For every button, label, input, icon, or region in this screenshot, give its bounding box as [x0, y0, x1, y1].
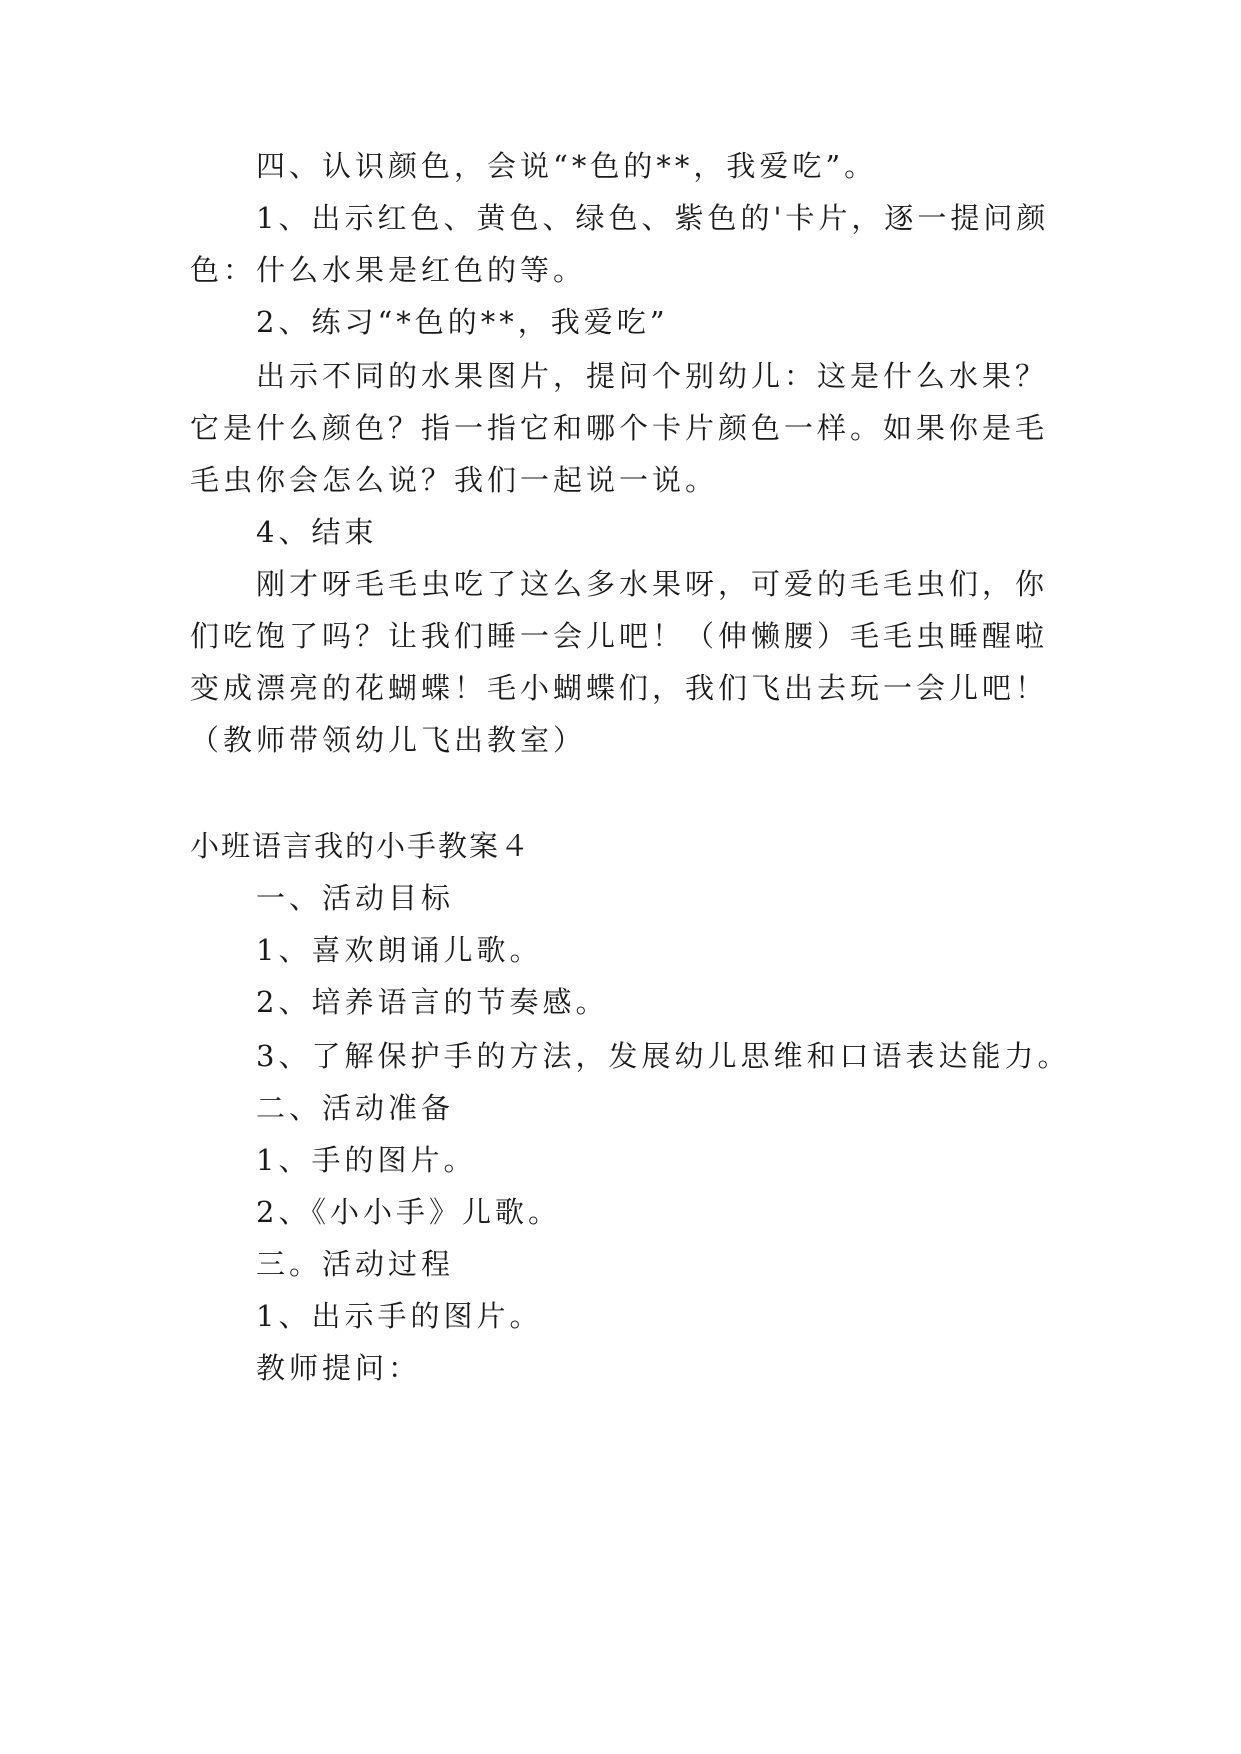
goal-item: 2、培养语言的节奏感。: [256, 985, 609, 1019]
teacher-question-label: 教师提问：: [256, 1351, 422, 1385]
section-title: 小班语言我的小手教案４: [190, 829, 532, 863]
item4-heading: 四、认识颜色，会说“*色的**，我爱吃”。: [256, 149, 878, 183]
ending-line: 刚才呀毛毛虫吃了这么多水果呀，可爱的毛毛虫们，你: [256, 567, 1049, 601]
goal-item: 3、了解保护手的方法，发展幼儿思维和口语表达能力。: [256, 1039, 1071, 1073]
step2-line: 它是什么颜色？指一指它和哪个卡片颜色一样。如果你是毛: [190, 411, 1049, 445]
ending-line: 们吃饱了吗？让我们睡一会儿吧！（伸懒腰）毛毛虫睡醒啦: [190, 619, 1049, 653]
step1-line: 1、出示红色、黄色、绿色、紫色的'卡片，逐一提问颜: [256, 201, 1050, 235]
process-heading: 三。活动过程: [256, 1247, 455, 1281]
prep-item: 2、《小小手》儿歌。: [256, 1195, 561, 1229]
step2-heading: 2、练习“*色的**，我爱吃”: [256, 305, 669, 339]
step2-line: 出示不同的水果图片，提问个别幼儿：这是什么水果？: [256, 359, 1049, 393]
prep-item: 1、手的图片。: [256, 1143, 477, 1177]
step1-line: 色：什么水果是红色的等。: [190, 253, 587, 287]
ending-line: 变成漂亮的花蝴蝶！毛小蝴蝶们，我们飞出去玩一会儿吧！: [190, 671, 1049, 705]
prep-heading: 二、活动准备: [256, 1091, 455, 1125]
goal-heading: 一、活动目标: [256, 881, 455, 915]
ending-line: （教师带领幼儿飞出教室）: [190, 723, 587, 757]
process-item: 1、出示手的图片。: [256, 1299, 543, 1333]
step4-heading: 4、结束: [256, 515, 378, 549]
goal-item: 1、喜欢朗诵儿歌。: [256, 933, 543, 967]
step2-line: 毛虫你会怎么说？我们一起说一说。: [190, 463, 719, 497]
